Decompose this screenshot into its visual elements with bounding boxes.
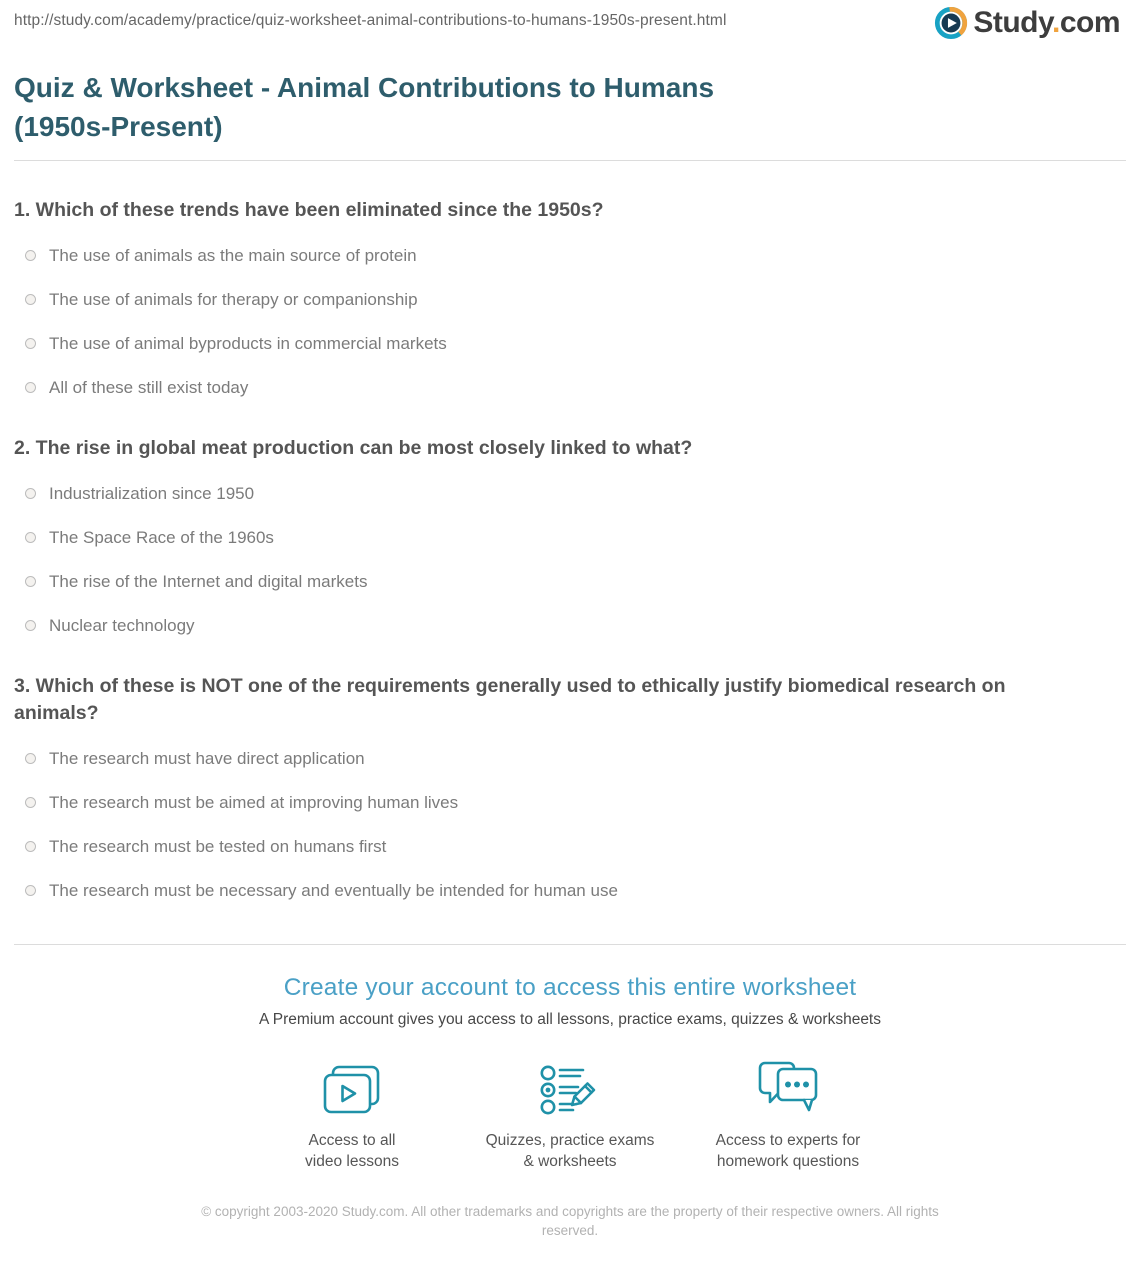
features-row <box>14 1064 1126 1172</box>
feature-label: Quizzes, practice exams & worksheets <box>485 1132 655 1170</box>
option-label: All of these still exist today <box>49 377 249 397</box>
answer-option[interactable] <box>14 835 1126 858</box>
radio-button[interactable] <box>25 294 36 305</box>
answer-option[interactable] <box>14 614 1126 637</box>
copyright-notice: © copyright 2003-2020 Study.com. All other trademarks and copyrights are the property of their respective owners. All rights reserved. <box>201 1204 939 1238</box>
radio-button[interactable] <box>25 885 36 896</box>
studycom-play-icon <box>934 6 968 40</box>
answer-option[interactable] <box>14 570 1126 593</box>
option-label: The use of animals as the main source of protein <box>49 245 417 265</box>
answer-option[interactable] <box>14 482 1126 505</box>
answer-option[interactable] <box>14 526 1126 549</box>
video-lessons-icon <box>321 1064 383 1116</box>
page-url: http://study.com/academy/practice/quiz-worksheet-animal-contributions-to-humans-1950s-present.html <box>14 12 727 29</box>
feature-label: Access to all video lessons <box>305 1132 399 1170</box>
feature-experts-chat <box>679 1064 897 1172</box>
option-label: The use of animals for therapy or companionship <box>49 289 418 309</box>
answer-option[interactable] <box>14 288 1126 311</box>
option-label: The research must be tested on humans first <box>49 836 387 856</box>
question-1 <box>14 197 1126 399</box>
option-label: The rise of the Internet and digital markets <box>49 571 368 591</box>
option-label: Nuclear technology <box>49 615 195 635</box>
signup-subheading: A Premium account gives you access to all lessons, practice exams, quizzes & worksheets <box>259 1011 881 1028</box>
question-2-heading: 2. The rise in global meat production can be most closely linked to what? <box>14 437 693 459</box>
answer-option[interactable] <box>14 879 1126 902</box>
option-label: The research must be aimed at improving human lives <box>49 792 459 812</box>
option-label: The research must be necessary and eventually be intended for human use <box>49 880 618 900</box>
title-divider <box>14 160 1126 161</box>
radio-button[interactable] <box>25 382 36 393</box>
answer-option[interactable] <box>14 332 1126 355</box>
radio-button[interactable] <box>25 841 36 852</box>
radio-button[interactable] <box>25 338 36 349</box>
signup-section <box>14 971 1126 1172</box>
feature-label: Access to experts for homework questions <box>715 1132 861 1170</box>
question-2-options <box>14 482 1126 637</box>
radio-button[interactable] <box>25 576 36 587</box>
option-label: The Space Race of the 1960s <box>49 527 274 547</box>
radio-button[interactable] <box>25 797 36 808</box>
signup-heading: Create your account to access this entire worksheet <box>283 974 857 1001</box>
answer-option[interactable] <box>14 244 1126 267</box>
page-title: Quiz & Worksheet - Animal Contributions to Humans (1950s-Present) <box>14 72 715 142</box>
option-label: The use of animal byproducts in commercial markets <box>49 333 447 353</box>
radio-button[interactable] <box>25 620 36 631</box>
question-1-options <box>14 244 1126 399</box>
question-3-heading: 3. Which of these is NOT one of the requirements generally used to ethically justify biomedical research on animals? <box>14 675 1006 724</box>
page-header <box>14 0 1126 58</box>
option-label: The research must have direct application <box>49 748 365 768</box>
question-3 <box>14 673 1126 902</box>
answer-option[interactable] <box>14 376 1126 399</box>
signup-divider <box>14 944 1126 945</box>
feature-video-lessons <box>243 1064 461 1172</box>
studycom-logo-text: Study.com <box>973 6 1120 39</box>
studycom-logo[interactable] <box>934 6 1120 40</box>
radio-button[interactable] <box>25 532 36 543</box>
answer-option[interactable] <box>14 747 1126 770</box>
quizzes-worksheets-icon <box>538 1064 602 1116</box>
question-2 <box>14 435 1126 637</box>
question-1-heading: 1. Which of these trends have been eliminated since the 1950s? <box>14 199 604 221</box>
answer-option[interactable] <box>14 791 1126 814</box>
feature-quizzes-worksheets <box>461 1064 679 1172</box>
radio-button[interactable] <box>25 250 36 261</box>
experts-chat-icon <box>756 1064 820 1116</box>
radio-button[interactable] <box>25 753 36 764</box>
option-label: Industrialization since 1950 <box>49 483 255 503</box>
question-3-options <box>14 747 1126 902</box>
radio-button[interactable] <box>25 488 36 499</box>
